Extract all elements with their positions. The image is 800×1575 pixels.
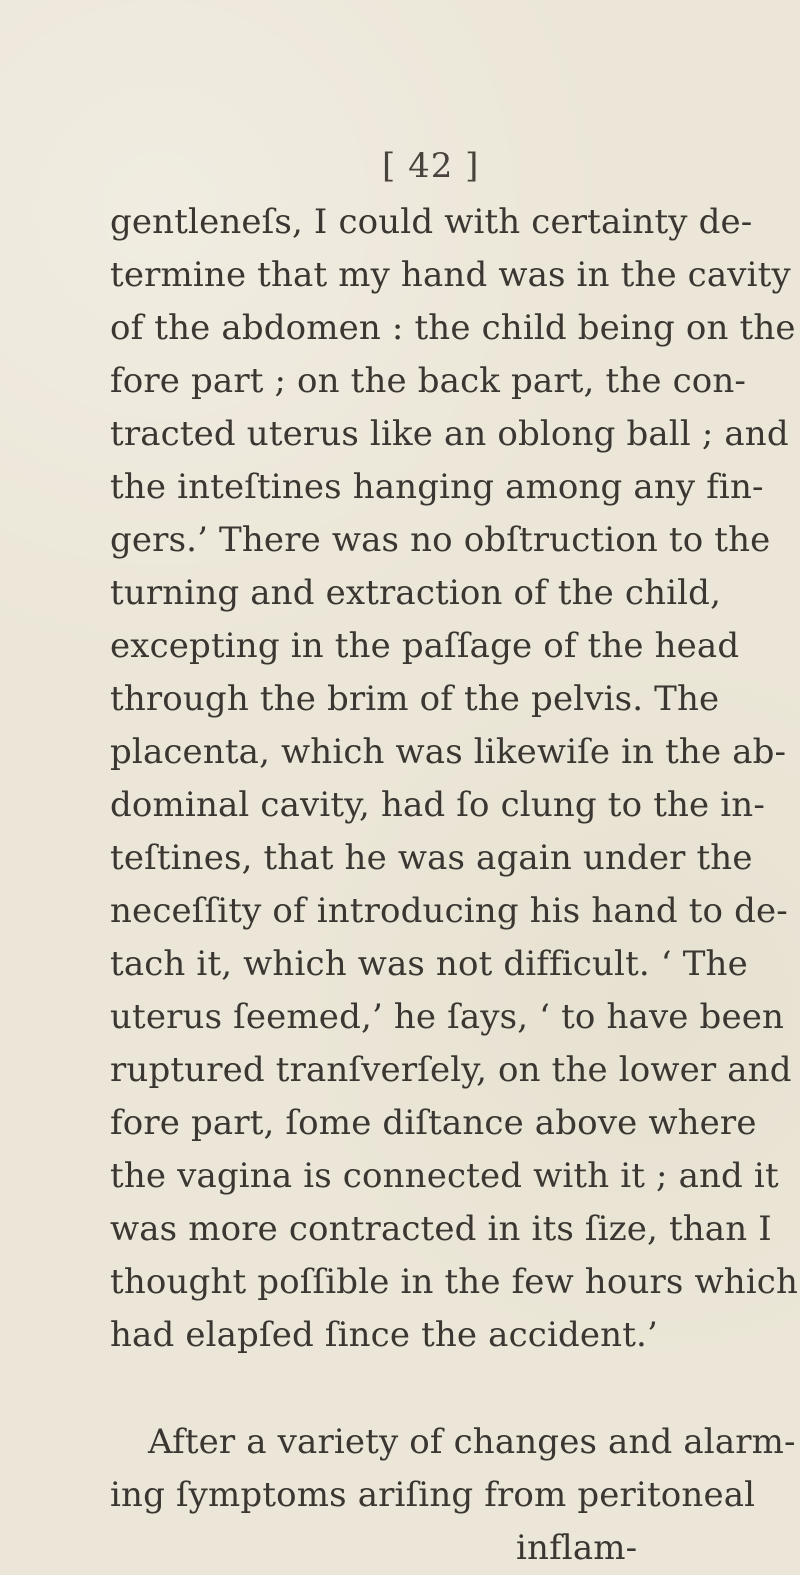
- paragraph-gap: [110, 1362, 750, 1416]
- text-line: ing ſymptoms ariſing from peritoneal: [110, 1475, 756, 1515]
- catchword: inflam-: [516, 1528, 638, 1568]
- text-line: gers.’ There was no obſtruction to the: [110, 520, 771, 560]
- text-line: gentleneſs, I could with certainty de-: [110, 202, 753, 242]
- text-line: fore part ; on the back part, the con-: [110, 361, 747, 401]
- text-line: thought poſſible in the few hours which: [110, 1262, 799, 1302]
- text-line: was more contracted in its ſize, than I: [110, 1209, 772, 1249]
- text-line: excepting in the paſſage of the head: [110, 626, 740, 666]
- text-line: ruptured tranſverſely, on the lower and: [110, 1050, 792, 1090]
- text-line: the vagina is connected with it ; and it: [110, 1156, 779, 1196]
- text-line: neceſſity of introducing his hand to de-: [110, 891, 788, 931]
- text-line: the inteſtines hanging among any fin-: [110, 467, 764, 507]
- paragraph-2: [110, 1416, 796, 1575]
- text-line: had elapſed ſince the accident.’: [110, 1315, 658, 1355]
- text-line: teſtines, that he was again under the: [110, 838, 753, 878]
- text-line: uterus ſeemed,’ he ſays, ‘ to have been: [110, 997, 785, 1037]
- text-line: fore part, ſome diſtance above where: [110, 1103, 757, 1143]
- text-line: tracted uterus like an oblong ball ; and: [110, 414, 789, 454]
- text-line: dominal cavity, had ſo clung to the in-: [110, 785, 765, 825]
- text-line: placenta, which was likewiſe in the ab-: [110, 732, 787, 772]
- paragraph-1: [110, 196, 799, 1362]
- text-line: turning and extraction of the child,: [110, 573, 722, 613]
- text-line: After a variety of changes and alarm-: [148, 1422, 796, 1462]
- text-line: of the abdomen : the child being on the: [110, 308, 796, 348]
- text-line: termine that my hand was in the cavity: [110, 255, 791, 295]
- main-text: [110, 196, 799, 1575]
- text-line: through the brim of the pelvis. The: [110, 679, 720, 719]
- page-number: [ 42 ]: [382, 146, 480, 186]
- text-line: tach it, which was not difficult. ‘ The: [110, 944, 748, 984]
